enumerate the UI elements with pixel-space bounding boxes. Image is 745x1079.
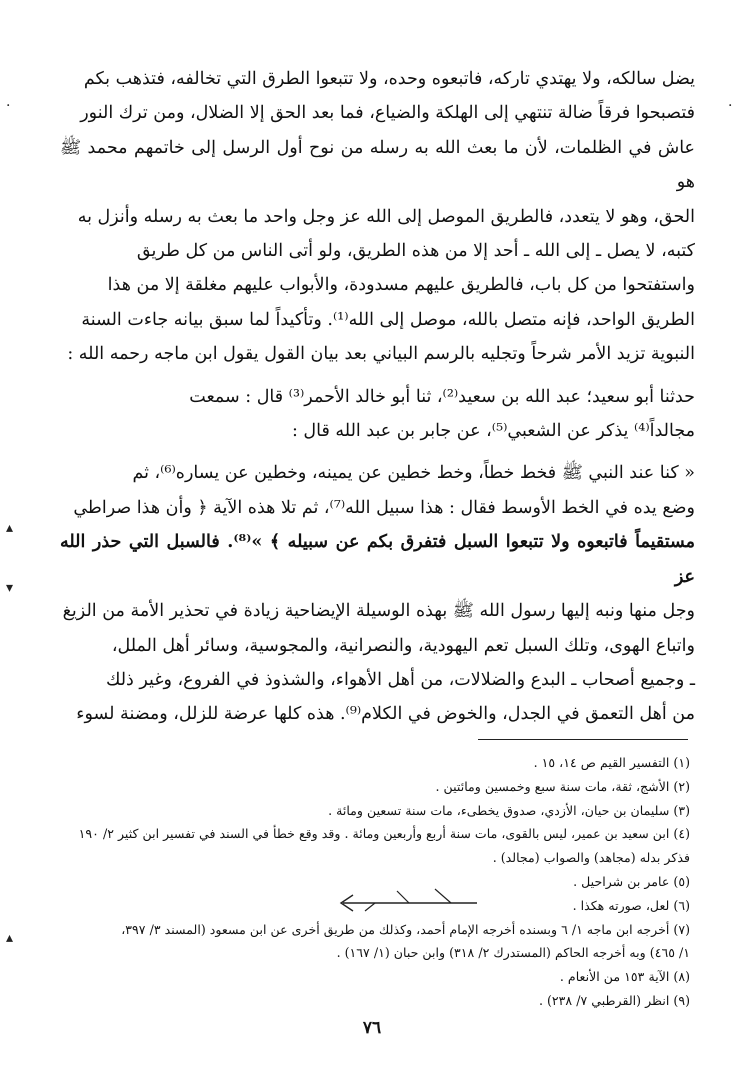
hadith-line: من أهل التعمق في الجدل، والخوض في الكلام⁽⁹⁾. هذه كلها عرضة للزلل، ومضنة لسوء (76, 704, 695, 725)
hadith-line: ـ وجميع أصحاب ـ البدع والضلالات، من أهل الأهواء، والشذوذ في الفروع، وغير ذلك (105, 669, 695, 690)
margin-mark: ▴ (6, 520, 14, 536)
body-line: الطريق الواحد، فإنه متصل بالله، موصل إلى الله⁽¹⁾. وتأكيداً لما سبق بيانه جاءت السنة (81, 309, 695, 330)
footnotes (60, 751, 690, 1013)
margin-mark: ▾ (6, 580, 14, 596)
hadith-line: وجل منها ونبه إليها رسول الله ﷺ بهذه الوسيلة الإيضاحية زيادة في تحذير الأمة من الزيغ (62, 601, 695, 622)
footnote: (٢) الأشج، ثقة، مات سنة سبع وخمسين ومائتين . (435, 778, 690, 794)
hadith-line: « كنا عند النبي ﷺ فخط خطاً، وخط خطين عن يمينه، وخطين عن يساره⁽⁶⁾، ثم (132, 463, 695, 484)
hadith-line: وضع يده في الخط الأوسط فقال : هذا سبيل الله⁽⁷⁾، ثم تلا هذه الآية ﴿ وأن هذا صراطي (73, 497, 695, 518)
footnote: فذكر بدله (مجاهد) والصواب (مجالد) . (492, 850, 690, 866)
margin-mark: · (728, 98, 733, 114)
body-line: عاش في الظلمات، لأن ما بعث الله به رسله من نوح أول الرسل إلى خاتمهم محمد ﷺ هو (60, 137, 695, 193)
hadith-line: واتباع الهوى، وتلك السبل تعم اليهودية، والنصرانية، والمجوسية، وسائر أهل الملل، (111, 635, 695, 656)
isnad-line: مجالداً⁽⁴⁾ يذكر عن الشعبي⁽⁵⁾، عن جابر بن عبد الله قال : (291, 421, 695, 442)
main-text (60, 62, 695, 732)
body-line: كتبه، لا يصل ـ إلى الله ـ أحد إلا من هذه الطريق، ولو أتى الناس من كل طريق (136, 241, 695, 262)
body-line: الحق، وهو لا يتعدد، فالطريق الموصل إلى الله عز وجل واحد ما بعث به رسله وأنزل به (77, 206, 695, 227)
margin-mark: · (6, 98, 11, 114)
footnote: (٣) سليمان بن حيان، الأزدي، صدوق يخطىء، مات سنة تسعين ومائة . (328, 802, 690, 818)
page-number: ٧٦ (362, 1018, 382, 1038)
footnote: (٦) لعل، صورته هكذا . (572, 897, 690, 913)
body-line: فتصبحوا فرقاً ضالة تنتهي إلى الهلكة والضياع، فما بعد الحق إلا الضلال، ومن ترك النور (80, 103, 695, 124)
body-line: يضل سالكه، ولا يهتدي تاركه، فاتبعوه وحده، ولا تتبعوا الطرق التي تخالفه، فتذهب بكم (83, 69, 695, 89)
body-line: واستفتحوا من كل باب، فالطريق عليهم مسدودة، والأبواب عليهم مغلقة إلا من هذا (107, 275, 695, 296)
footnote: ١/ ٤٦٥) وبه أخرجه الحاكم (المستدرك ٢/ ٣١٨) وابن حبان (١/ ١٦٧) . (336, 945, 690, 961)
footnote-separator (478, 739, 688, 740)
hadith-line: مستقيماً فاتبعوه ولا تتبعوا السبل فتفرق بكم عن سبيله ﴾ »⁽⁸⁾. فالسبل التي حذر الله عز (60, 532, 695, 587)
margin-mark: ▴ (6, 930, 14, 946)
footnote: (٥) عامر بن شراحيل . (573, 873, 690, 889)
footnote: (٩) انظر (القرطبي ٧/ ٢٣٨) . (538, 992, 690, 1008)
lines-sketch-icon (335, 885, 485, 913)
footnote: (٤) ابن سعيد بن عمير، ليس بالقوى، مات سنة أربع وأربعين ومائة . وقد وقع خطأ في السند في تفسير ابن كثير ٢/ ١٩٠ (78, 826, 690, 842)
footnote: (١) التفسير القيم ص ١٤، ١٥ . (533, 755, 690, 770)
isnad-line: حدثنا أبو سعيد؛ عبد الله بن سعيد⁽²⁾، ثنا أبو خالد الأحمر⁽³⁾ قال : سمعت (189, 386, 695, 407)
footnote: (٨) الآية ١٥٣ من الأنعام . (559, 969, 690, 985)
footnote: (٧) أخرجه ابن ماجه ١/ ٦ وبسنده أخرجه الإمام أحمد، وكذلك من طريق أخرى عن ابن مسعود (المسند ٣/ ٣٩٧، (121, 921, 690, 937)
body-line: النبوية تزيد الأمر شرحاً وتجليه بالرسم البياني بعد بيان القول يقول ابن ماجه رحمه الله : (67, 344, 695, 365)
